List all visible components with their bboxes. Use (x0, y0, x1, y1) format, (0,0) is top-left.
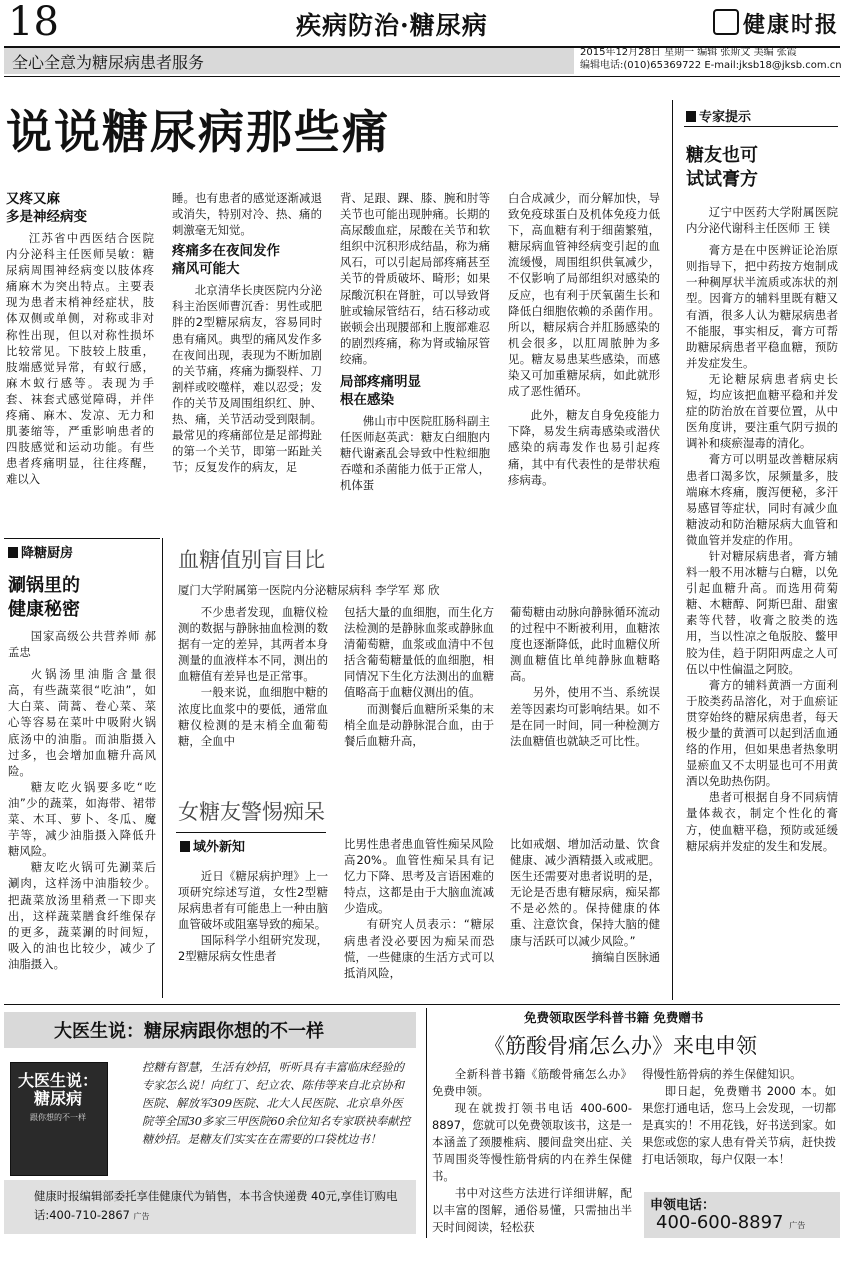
phone-label: 申领电话： (650, 1198, 716, 1213)
edition-meta: 2015年12月28日 星期一 编辑 张斯文 美编 张霞 (580, 47, 797, 58)
paragraph: 葡萄糖由动脉向静脉循环流动的过程中不断被利用，血糖浓度也逐渐降低，此时血糖仪所测血糖值比单纯静脉血糖略高。 (510, 605, 660, 684)
paragraph: 近日《糖尿病护理》上一项研究综述写道，女性2型糖尿病患者有可能患上一种由脑血管破坏或阻塞导致的痴呆。 (178, 869, 328, 932)
subhead-2-line-2: 痛风可能大 (172, 261, 240, 278)
paragraph: 此外，糖友自身免疫能力下降，易发生病毒感染或潜伏感染的病毒发作也易引起疼痛，其中有代表性的是带状疱疹病毒。 (508, 408, 660, 487)
paragraph: 包括大量的血细胞，而生化方法检测的是静脉血浆或静脉血清葡萄糖，血浆或血清中不包括含葡萄糖量低的血细胞，相同情况下生化方法测出的血糖值略高于血糖仪测出的值。 (344, 605, 494, 700)
main-article-col-1 (6, 190, 154, 488)
ad-footer (34, 1187, 398, 1226)
article-2-col-1 (178, 604, 328, 749)
paragraph: 火锅汤里油脂含量很高，有些蔬菜很“吃油”，如大白菜、茼蒿、卷心菜、菜心等容易在菜叶中吸附火锅底汤中的油脂。而油脂摄入过多，也会增加血糖升高风险。 (8, 667, 156, 778)
article-2-col-2 (344, 604, 494, 749)
article-3-col-3 (510, 836, 660, 965)
divider (684, 126, 838, 127)
phone-number-text: 400-600-8897 (656, 1212, 784, 1233)
article-3-source: 摘编自医脉通 (591, 949, 660, 964)
paragraph: 而测餐后血糖所采集的末梢全血是动静脉混合血，由于餐后血糖升高， (344, 701, 494, 748)
ad-mark: 广告 (133, 1212, 150, 1221)
paragraph: 患者可根据自身不同病情量体裁衣，制定个性化的膏方，使血糖平稳，预防或延缓糖尿病并发症的发生和发展。 (686, 790, 838, 853)
bottom-section-rule (4, 1004, 840, 1005)
paragraph: 膏方是在中医辨证论治原则指导下，把中药按方炮制成一种稠厚状半流质或冻状的剂型。因膏方的辅料里既有糖又有酒，很多人认为糖尿病患者不能服，事实相反，膏方可帮助糖尿病患者平稳血糖，预防并发症发生。 (686, 243, 838, 370)
paragraph: 一般来说，血细胞中糖的浓度比血浆中的要低，通常血糖仪检测的是末梢全血葡萄糖，全血中 (178, 685, 328, 748)
paragraph: 有研究人员表示：“糖尿病患者没必要因为痴呆而恐慌，一些健康的生活方式可以抵消风险， (344, 917, 494, 980)
tag-label: 降糖厨房 (21, 546, 74, 561)
section-tag (180, 836, 245, 855)
paragraph: 不少患者发现，血糖仪检测的数据与静脉抽血检测的数据有一定的差异，其两者本身测量的血液样本不同，测出的血糖值有差异也是正常事。 (178, 605, 328, 684)
paragraph: 现在就拨打领书电话 400-600-8897，您就可以免费领取该书，这是一本涵盖了颈腰椎病、腰间盘突出症、关节周围炎等慢性筋骨病的内在养生保健书。 (432, 1101, 632, 1183)
sidebar-right (686, 144, 838, 854)
header-rule-bottom (4, 76, 840, 77)
sidebar-title-line-1: 涮锅里的 (8, 575, 80, 596)
paragraph: 膏方可以明显改善糖尿病患者口渴多饮，尿频量多，肢端麻木疼痛，腹泻便秘，多汗易感冒等症状，同时有减少血糖波动和防治糖尿病大血管和微血管并发症的作用。 (686, 452, 838, 547)
sidebar-left (8, 574, 156, 972)
article-2-byline: 厦门大学附属第一医院内分泌糖尿病科 李学军 郑 欣 (178, 583, 440, 597)
newspaper-logo (713, 8, 839, 39)
column-divider (162, 538, 163, 998)
paragraph: 江苏省中西医结合医院内分泌科主任医师吴敏：糖尿病周围神经病变以肢体疼痛麻木为突出特点。主要表现为患者末梢神经症状，肢体双侧或单侧，对称或非对称性出现，但以对称性损坏比较常见。下肢较上肢重，肢端感觉异常，有蚁行感，麻木蚁行感等。表现为手套、袜套式感觉障碍，并伴疼痛、麻木、发凉、无力和肌萎缩等，严重影响患者的四肢感觉和运动功能。有些患者疼痛明显，往往疼醒，难以入 (6, 231, 154, 487)
slogan: 全心全意为糖尿病患者服务 (12, 53, 205, 72)
author: 国家高级公共营养师 郝孟忠 (8, 629, 156, 660)
paragraph: 睡。也有患者的感觉逐渐减退或消失，特别对冷、热、痛的刺激毫无知觉。 (172, 191, 322, 238)
contact-meta: 编辑电话:(010)65369722 E-mail:jksb18@jksb.com.cn (580, 60, 842, 71)
paragraph: 白合成减少，而分解加快，导致免疫球蛋白及机体免疫力低下，高血糖有利于细菌繁殖，糖尿病血管神经病变引起的血流缓慢，周围组织供氧减少，不仅影响了局部组织对感染的反应，也有利于厌氧菌生长和降低白细胞依赖的杀菌作用。所以，糖尿病合并肛肠感染的机会很多，以肛周脓肿为多见。糖友易患某些感染，而感染又可加重糖尿病，如此就形成了恶性循环。 (508, 191, 660, 399)
promo-col-1 (432, 1066, 632, 1236)
sidebar-title-line-1: 糖友也可 (686, 145, 758, 166)
ad-body: 控糖有智慧，生活有妙招，听听具有丰富临床经验的专家怎么说！向红丁、纪立农、陈伟等来自北京协和医院、解放军309医院、北大人民医院、北京阜外医院等全国30多家三甲医院60余位知名专家联袂奉献控糖妙招。是糖友们实实在在需要的口袋枕边书！ (142, 1060, 411, 1146)
book-cover-title: 大医生说：糖尿病 (17, 1071, 98, 1108)
article-3-col-2 (344, 836, 494, 981)
article-2-title: 血糖值别盲目比 (178, 548, 325, 572)
divider (4, 538, 160, 539)
tag-label: 域外新知 (193, 840, 246, 855)
subhead-3-line-2: 根在感染 (340, 392, 394, 409)
promo-topline: 免费领取医学科普书籍 免费赠书 (524, 1010, 704, 1025)
divider (176, 832, 326, 833)
ad-mark: 广告 (789, 1221, 806, 1230)
ad-footer-text: 健康时报编辑部委托享佳健康代为销售，本书含快递费 40元,享佳订购电话:400-710-2867 (34, 1189, 398, 1222)
tag-square-icon (180, 841, 190, 852)
paragraph: 膏方的辅料黄酒一方面利于胶类药品溶化，对于血瘀证贯穿始终的糖尿病患者，每天极少量的黄酒可以起到活血通络的作用，但如果患者热象明显瘀血又不太明显也可不用黄酒以免助热伤阴。 (686, 677, 838, 789)
page-number: 18 (8, 0, 59, 45)
phone-number (656, 1212, 805, 1233)
paragraph: 比男性患者患血管性痴呆风险高20%。血管性痴呆具有记忆力下降、思考及言语困难的特点，这都是由于大脑血流减少造成。 (344, 837, 494, 916)
sidebar-title-line-2: 健康秘密 (8, 599, 80, 620)
article-3-col-1 (178, 868, 328, 965)
subhead-3-line-1: 局部疼痛明显 (340, 374, 421, 391)
main-article-col-3 (340, 190, 490, 494)
paragraph: 北京清华长庚医院内分泌科主治医师曹沉香：男性或肥胖的2型糖尿病友，容易同时患有痛风。典型的痛风发作多在夜间出现，表现为不断加剧的关节痛，疼痛为撕裂样、刀割样或咬噬样，难以忍受；发作的关节及周围组织红、肿、热、痛，关节活动受到限制。最常见的疼痛部位是足部拇趾的第一个关节，即第一跖趾关节；反复发作的病友，足 (172, 283, 322, 475)
tag-square-icon (8, 547, 18, 558)
main-article-col-2 (172, 190, 322, 475)
paragraph: 针对糖尿病患者，膏方辅料一般不用冰糖与白糖，以免引起血糖升高。而选用荷菊糖、木糖醇、阿斯巴甜、甜蜜素等代替，收膏之胶类的选用，当以性凉之龟版胶、鳖甲胶为佳，趋于阴阳两虚之人可伍以中性偏温之阿胶。 (686, 548, 838, 676)
paragraph: 无论糖尿病患者病史长短，均应该把血糖平稳和并发症的防治放在首要位置，从中医角度讲，要注重气阴亏损的调补和痰瘀湿毒的清化。 (686, 371, 838, 451)
headline: 说说糖尿病那些痛 (6, 105, 390, 159)
paragraph: 得慢性筋骨病的养生保健知识。 (642, 1067, 802, 1081)
subhead-2-line-1: 疼痛多在夜间发作 (172, 243, 280, 260)
column-divider (426, 1008, 427, 1238)
paragraph: 另外，使用不当、系统误差等因素均可影响结果。如不是在同一时间，同一种检测方法血糖值也就缺乏可比性。 (510, 685, 660, 748)
subhead-1-line-2: 多是神经病变 (6, 209, 87, 225)
logo-text: 健康时报 (743, 12, 840, 38)
main-article-col-4 (508, 190, 660, 488)
column-divider (672, 100, 673, 1000)
section-tag (8, 542, 73, 561)
section-tag (686, 106, 751, 125)
paragraph: 书中对这些方法进行详细讲解，配以丰富的图解，通俗易懂，只需抽出半天时间阅读，轻松获 (432, 1186, 632, 1234)
paragraph: 比如戒烟、增加活动量、饮食健康、减少酒精摄入或戒肥。医生还需要对患者说明的是，无论是否患有糖尿病，痴呆都不是必然的。保持健康的体重、注意饮食，保持大脑的健康与活跃可以减少风险。” (510, 837, 660, 948)
article-2-col-3 (510, 604, 660, 749)
paragraph: 糖友吃火锅要多吃“吃油”少的蔬菜，如海带、裙带菜、木耳、萝卜、冬瓜、魔芋等，减少油脂摄入降低升糖风险。 (8, 779, 156, 859)
paragraph: 即日起，免费赠书 2000 本。如果您打通电话，您马上会发现，一切都是真实的！不用花钱，好书送到家。如果您或您的家人患有骨关节病，赶快拨打电话领取，每户仅限一本！ (642, 1084, 836, 1166)
promo-title: 《筋酸骨痛怎么办》来电申领 (484, 1034, 757, 1058)
paragraph: 糖友吃火锅可先涮菜后涮肉，这样汤中油脂较少。把蔬菜放汤里稍煮一下即夹出，这样蔬菜膳食纤维保存的更多，蔬菜涮的时间短，吸入的油也比较少，减少了油脂摄入。 (8, 860, 156, 971)
article-3-title: 女糖友警惕痴呆 (178, 800, 325, 824)
author: 辽宁中医药大学附属医院内分泌代谢科主任医师 王 镁 (686, 205, 838, 236)
paragraph: 全新科普书籍《筋酸骨痛怎么办》免费申领。 (432, 1067, 632, 1098)
paragraph: 背、足跟、踝、膝、腕和肘等关节也可能出现肿痛。长期的高尿酸血症，尿酸在关节和软组织中沉积形成结晶，称为痛风石，可以引起局部疼痛甚至关节的骨质破坏、畸形；如果尿酸沉积在肾脏，可以导致肾脏或输尿管结石，结石移动或嵌顿会出现腰部和上腹部难忍的剧烈疼痛，称为肾或输尿管绞痛。 (340, 191, 490, 366)
logo-mark-icon (713, 9, 739, 35)
tag-square-icon (686, 111, 696, 122)
section-title: 疾病防治·糖尿病 (296, 11, 488, 40)
ad-title: 大医生说：糖尿病跟你想的不一样 (54, 1021, 324, 1042)
promo-col-2 (642, 1066, 836, 1168)
tag-label: 专家提示 (699, 110, 752, 125)
subhead-1-line-1: 又疼又麻 (6, 191, 60, 207)
paragraph: 佛山市中医院肛肠科副主任医师赵英武：糖友白细胞内糖代谢紊乱会导致中性粒细胞吞噬和杀菌能力低于正常人，机体蛋 (340, 414, 490, 493)
book-cover-subtitle: 跟你想的不一样 (30, 1113, 86, 1122)
sidebar-title-line-2: 试试膏方 (686, 169, 758, 190)
paragraph: 国际科学小组研究发现，2型糖尿病女性患者 (178, 933, 328, 964)
